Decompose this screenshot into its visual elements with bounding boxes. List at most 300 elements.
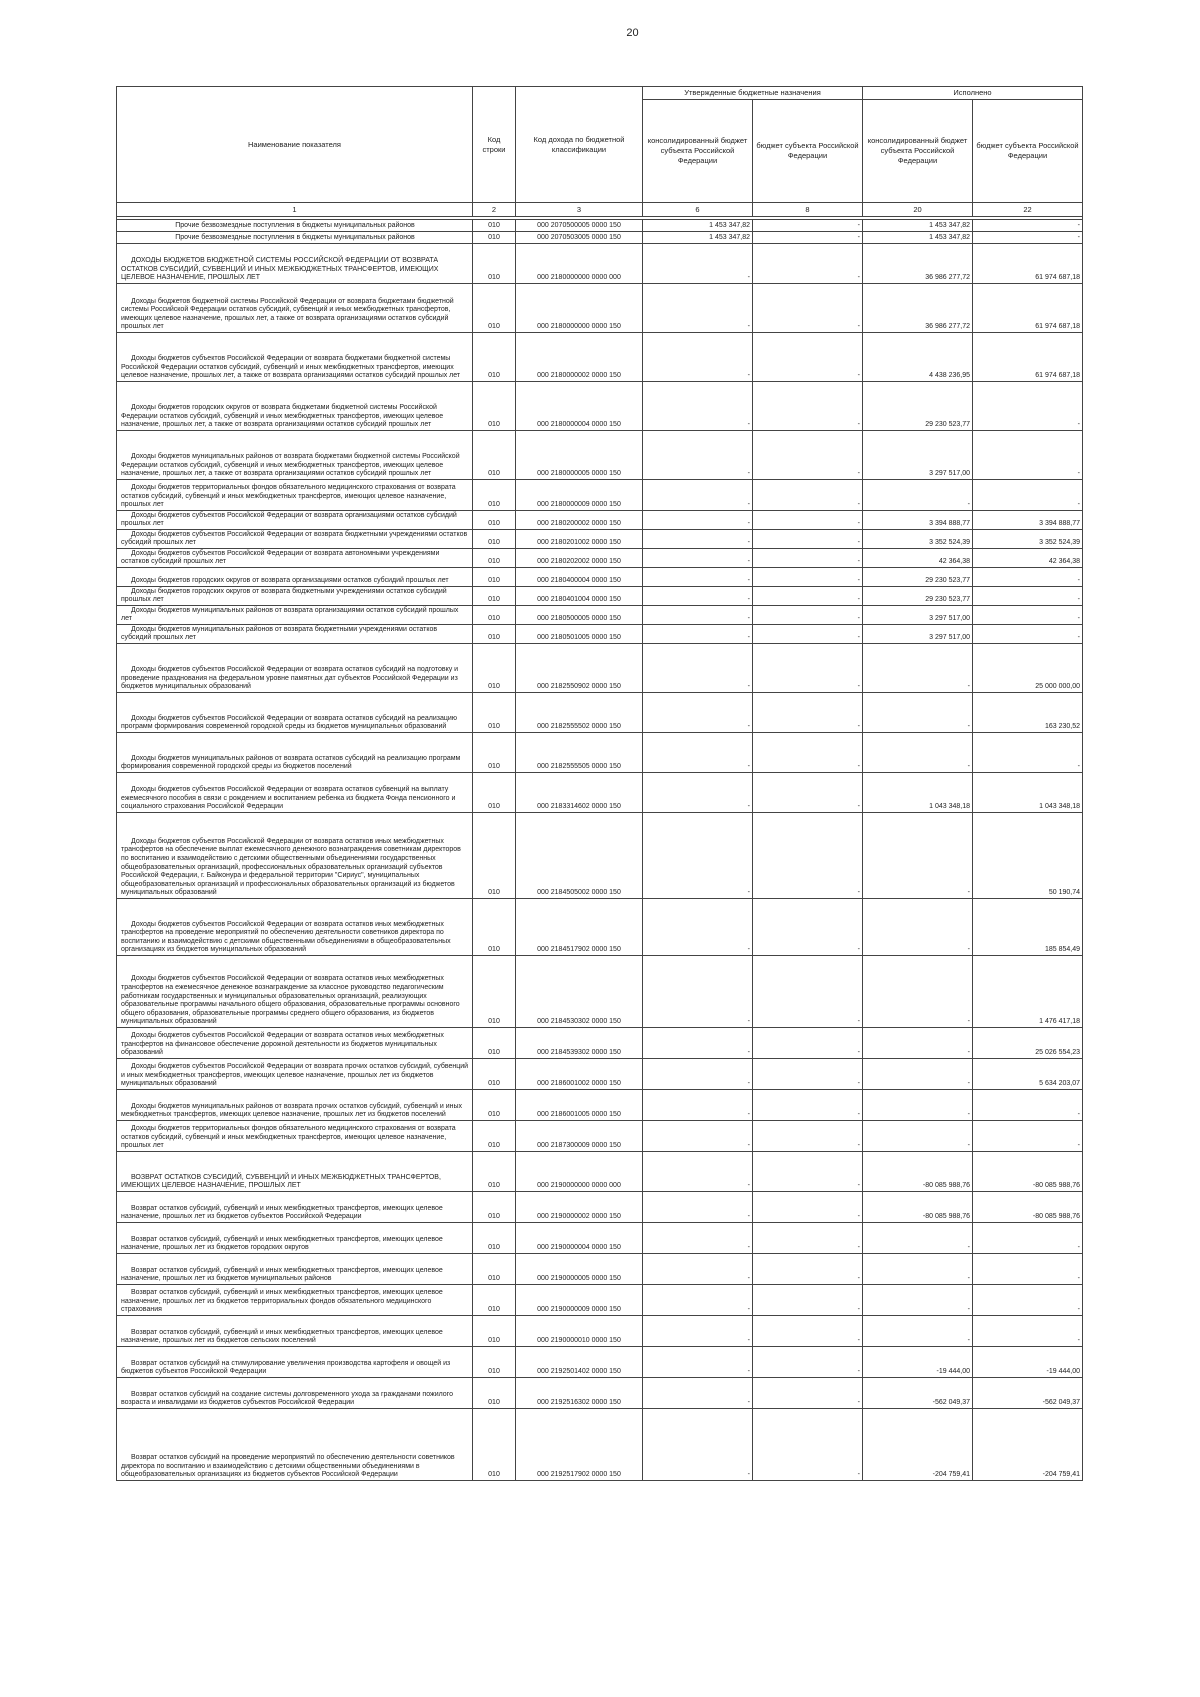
row-approved-subject: -	[753, 244, 863, 284]
row-approved-subject: -	[753, 1152, 863, 1192]
row-executed-subject: -80 085 988,76	[973, 1192, 1083, 1223]
row-name: Доходы бюджетов субъектов Российской Федерации от возврата остатков субвенций на выплату ежемесячного пособия в связи с рождением и воспитанием ребенка из бюджета Фонда пенсионного и социального страхования Российской Федерации	[117, 773, 473, 813]
row-budget-code: 000 2180401004 0000 150	[516, 587, 643, 606]
column-number: 22	[973, 203, 1083, 217]
row-budget-code: 000 2183314602 0000 150	[516, 773, 643, 813]
table-row	[117, 530, 1083, 549]
table-row	[117, 1028, 1083, 1059]
row-approved-subject: -	[753, 549, 863, 568]
table-row	[117, 956, 1083, 1028]
table-row	[117, 511, 1083, 530]
row-executed-subject: -	[973, 1223, 1083, 1254]
column-number: 20	[863, 203, 973, 217]
row-code: 010	[473, 1223, 516, 1254]
row-name: Доходы бюджетов субъектов Российской Федерации от возврата бюджетными учреждениями остатков субсидий прошлых лет	[117, 530, 473, 549]
row-approved-consolidated: -	[643, 813, 753, 899]
row-name: Доходы бюджетов бюджетной системы Российской Федерации от возврата бюджетами бюджетной системы Российской Федерации остатков субсидий, субвенций и иных межбюджетных трансфертов, имеющих целевое назначение, прошлых лет, а также от возврата организациями остатков субсидий прошлых лет	[117, 284, 473, 333]
row-budget-code: 000 2190000005 0000 150	[516, 1254, 643, 1285]
table-row	[117, 1152, 1083, 1192]
table-row	[117, 773, 1083, 813]
row-name: Доходы бюджетов субъектов Российской Федерации от возврата прочих остатков субсидий, субвенций и иных межбюджетных трансфертов, имеющих целевое назначение, прошлых лет из бюджетов муниципальных образований	[117, 1059, 473, 1090]
row-budget-code: 000 2190000009 0000 150	[516, 1285, 643, 1316]
row-code: 010	[473, 1059, 516, 1090]
header-group-executed: Исполнено	[863, 87, 1083, 100]
row-name: Доходы бюджетов субъектов Российской Федерации от возврата остатков иных межбюджетных трансфертов на обеспечение выплат ежемесячного денежного вознаграждения советникам директоров по воспитанию и взаимодействию с детскими общественными объединениями государственных общеобразовательных организаций, профессиональных образовательных организаций субъектов Российской Федерации, г. Байконура и федеральной территории "Сириус", муниципальных общеобразовательных организаций и профессиональных образовательных организаций из бюджетов муниципальных образований	[117, 813, 473, 899]
row-executed-consolidated: -	[863, 813, 973, 899]
row-code: 010	[473, 956, 516, 1028]
table-row	[117, 733, 1083, 773]
row-executed-consolidated: -	[863, 733, 973, 773]
table-row	[117, 587, 1083, 606]
row-approved-subject: -	[753, 431, 863, 480]
row-approved-subject: -	[753, 530, 863, 549]
row-executed-consolidated: 29 230 523,77	[863, 382, 973, 431]
row-approved-consolidated: -	[643, 1316, 753, 1347]
row-approved-subject: -	[753, 511, 863, 530]
row-approved-consolidated: -	[643, 625, 753, 644]
row-code: 010	[473, 813, 516, 899]
row-executed-consolidated: -	[863, 480, 973, 511]
row-approved-consolidated: -	[643, 1254, 753, 1285]
row-approved-consolidated: -	[643, 480, 753, 511]
row-code: 010	[473, 1028, 516, 1059]
row-name: Доходы бюджетов муниципальных районов от возврата бюджетами бюджетной системы Российской Федерации остатков субсидий, субвенций и иных межбюджетных трансфертов, имеющих целевое назначение, прошлых лет, а также от возврата организациями остатков субсидий прошлых лет	[117, 431, 473, 480]
row-approved-subject: -	[753, 333, 863, 382]
row-code: 010	[473, 1152, 516, 1192]
row-approved-consolidated: -	[643, 431, 753, 480]
row-executed-subject: -	[973, 1254, 1083, 1285]
row-approved-consolidated: -	[643, 1121, 753, 1152]
table-row	[117, 1059, 1083, 1090]
row-executed-subject: 185 854,49	[973, 899, 1083, 956]
row-name: Возврат остатков субсидий, субвенций и иных межбюджетных трансфертов, имеющих целевое назначение, прошлых лет из бюджетов сельских поселений	[117, 1316, 473, 1347]
row-executed-consolidated: 3 297 517,00	[863, 625, 973, 644]
row-approved-consolidated: -	[643, 606, 753, 625]
row-budget-code: 000 2180000000 0000 150	[516, 284, 643, 333]
row-approved-consolidated: 1 453 347,82	[643, 220, 753, 232]
row-executed-consolidated: -	[863, 1090, 973, 1121]
row-name: Доходы бюджетов субъектов Российской Федерации от возврата остатков иных межбюджетных трансфертов на ежемесячное денежное вознаграждение за классное руководство педагогическим работникам государственных и муниципальных образовательных организаций, реализующих образовательные программы начального общего образования, образовательные программы основного общего образования, образовательные программы среднего общего образования, из бюджетов муниципальных образований	[117, 956, 473, 1028]
table-row	[117, 899, 1083, 956]
row-executed-subject: -	[973, 431, 1083, 480]
table-row	[117, 1378, 1083, 1409]
row-approved-consolidated: -	[643, 1285, 753, 1316]
table-row	[117, 1409, 1083, 1481]
row-approved-consolidated: -	[643, 1059, 753, 1090]
row-code: 010	[473, 244, 516, 284]
row-executed-subject: 3 394 888,77	[973, 511, 1083, 530]
row-executed-consolidated: 1 453 347,82	[863, 232, 973, 244]
table-row	[117, 284, 1083, 333]
row-approved-consolidated: -	[643, 333, 753, 382]
row-executed-consolidated: -	[863, 899, 973, 956]
row-executed-consolidated: 3 394 888,77	[863, 511, 973, 530]
row-approved-consolidated: -	[643, 284, 753, 333]
row-name: Доходы бюджетов субъектов Российской Федерации от возврата остатков иных межбюджетных трансфертов на проведение мероприятий по обеспечению деятельности советников директора по воспитанию и взаимодействию с детскими общественными объединениями в общеобразовательных организациях из бюджетов муниципальных образований	[117, 899, 473, 956]
table-row	[117, 382, 1083, 431]
row-code: 010	[473, 693, 516, 733]
row-code: 010	[473, 431, 516, 480]
row-approved-subject: -	[753, 220, 863, 232]
header-executed-consolidated: консолидированный бюджет субъекта Российской Федерации	[863, 100, 973, 203]
row-approved-subject: -	[753, 1059, 863, 1090]
row-approved-consolidated: -	[643, 956, 753, 1028]
column-number-row	[117, 203, 1083, 217]
table-row	[117, 1316, 1083, 1347]
row-executed-subject: 163 230,52	[973, 693, 1083, 733]
row-approved-subject: -	[753, 1316, 863, 1347]
row-budget-code: 000 2180000000 0000 000	[516, 244, 643, 284]
row-approved-consolidated: -	[643, 899, 753, 956]
table-row	[117, 220, 1083, 232]
row-code: 010	[473, 1347, 516, 1378]
row-approved-subject: -	[753, 1285, 863, 1316]
row-budget-code: 000 2184505002 0000 150	[516, 813, 643, 899]
row-code: 010	[473, 625, 516, 644]
row-approved-consolidated: -	[643, 1409, 753, 1481]
row-budget-code: 000 2180000002 0000 150	[516, 333, 643, 382]
row-name: Возврат остатков субсидий на стимулирование увеличения производства картофеля и овощей из бюджетов субъектов Российской Федерации	[117, 1347, 473, 1378]
row-executed-consolidated: -	[863, 1028, 973, 1059]
row-code: 010	[473, 733, 516, 773]
revenue-table	[116, 86, 1083, 1481]
row-approved-subject: -	[753, 1347, 863, 1378]
row-name: ДОХОДЫ БЮДЖЕТОВ БЮДЖЕТНОЙ СИСТЕМЫ РОССИЙСКОЙ ФЕДЕРАЦИИ ОТ ВОЗВРАТА ОСТАТКОВ СУБСИДИЙ, СУБВЕНЦИЙ И ИНЫХ МЕЖБЮДЖЕТНЫХ ТРАНСФЕРТОВ, ИМЕЮЩИХ ЦЕЛЕВОЕ НАЗНАЧЕНИЕ, ПРОШЛЫХ ЛЕТ	[117, 244, 473, 284]
row-approved-subject: -	[753, 1223, 863, 1254]
table-row	[117, 568, 1083, 587]
row-budget-code: 000 2180400004 0000 150	[516, 568, 643, 587]
row-approved-subject: -	[753, 1378, 863, 1409]
row-executed-subject: -562 049,37	[973, 1378, 1083, 1409]
row-budget-code: 000 2186001005 0000 150	[516, 1090, 643, 1121]
row-approved-consolidated: -	[643, 1152, 753, 1192]
table-row	[117, 1347, 1083, 1378]
row-budget-code: 000 2180201002 0000 150	[516, 530, 643, 549]
row-budget-code: 000 2070500005 0000 150	[516, 220, 643, 232]
header-name: Наименование показателя	[117, 87, 473, 203]
row-approved-consolidated: -	[643, 511, 753, 530]
table-row	[117, 1285, 1083, 1316]
header-budget-code: Код дохода по бюджетной классификации	[516, 87, 643, 203]
row-executed-subject: 61 974 687,18	[973, 244, 1083, 284]
header-group-approved: Утвержденные бюджетные назначения	[643, 87, 863, 100]
row-name: Доходы бюджетов субъектов Российской Федерации от возврата остатков субсидий на подготовку и проведение празднования на федеральном уровне памятных дат субъектов Российской Федерации из бюджетов муниципальных образований	[117, 644, 473, 693]
row-budget-code: 000 2182555505 0000 150	[516, 733, 643, 773]
row-executed-consolidated: -	[863, 1316, 973, 1347]
column-number: 1	[117, 203, 473, 217]
row-approved-consolidated: -	[643, 1347, 753, 1378]
row-name: Доходы бюджетов субъектов Российской Федерации от возврата бюджетами бюджетной системы Российской Федерации остатков субсидий, субвенций и иных межбюджетных трансфертов, имеющих целевое назначение, прошлых лет, а также от возврата организациями остатков субсидий прошлых лет	[117, 333, 473, 382]
row-name: Прочие безвозмездные поступления в бюджеты муниципальных районов	[117, 232, 473, 244]
row-executed-subject: 61 974 687,18	[973, 333, 1083, 382]
table-row	[117, 693, 1083, 733]
row-name: Доходы бюджетов субъектов Российской Федерации от возврата организациями остатков субсидий прошлых лет	[117, 511, 473, 530]
row-name: Доходы бюджетов территориальных фондов обязательного медицинского страхования от возврата остатков субсидий, субвенций и иных межбюджетных трансфертов, имеющих целевое назначение, прошлых лет	[117, 480, 473, 511]
row-executed-subject: 1 043 348,18	[973, 773, 1083, 813]
table-row	[117, 232, 1083, 244]
row-budget-code: 000 2186001002 0000 150	[516, 1059, 643, 1090]
row-code: 010	[473, 1409, 516, 1481]
row-executed-subject: -	[973, 480, 1083, 511]
row-executed-consolidated: -	[863, 644, 973, 693]
row-approved-consolidated: -	[643, 733, 753, 773]
row-name: Доходы бюджетов муниципальных районов от возврата остатков субсидий на реализацию программ формирования современной городской среды из бюджетов поселений	[117, 733, 473, 773]
row-code: 010	[473, 232, 516, 244]
row-budget-code: 000 2187300009 0000 150	[516, 1121, 643, 1152]
row-approved-subject: -	[753, 606, 863, 625]
row-executed-consolidated: 3 352 524,39	[863, 530, 973, 549]
row-executed-subject: -19 444,00	[973, 1347, 1083, 1378]
row-code: 010	[473, 644, 516, 693]
table-row	[117, 1090, 1083, 1121]
table-row	[117, 1192, 1083, 1223]
row-name: Доходы бюджетов муниципальных районов от возврата бюджетными учреждениями остатков субсидий прошлых лет	[117, 625, 473, 644]
row-name: Доходы бюджетов территориальных фондов обязательного медицинского страхования от возврата остатков субсидий, субвенций и иных межбюджетных трансфертов, имеющих целевое назначение, прошлых лет	[117, 1121, 473, 1152]
row-budget-code: 000 2070503005 0000 150	[516, 232, 643, 244]
row-code: 010	[473, 1121, 516, 1152]
row-budget-code: 000 2180202002 0000 150	[516, 549, 643, 568]
row-executed-consolidated: -	[863, 1223, 973, 1254]
row-approved-consolidated: -	[643, 587, 753, 606]
row-executed-subject: -	[973, 1121, 1083, 1152]
row-approved-subject: -	[753, 625, 863, 644]
table-row	[117, 813, 1083, 899]
column-number: 6	[643, 203, 753, 217]
column-number: 8	[753, 203, 863, 217]
row-name: ВОЗВРАТ ОСТАТКОВ СУБСИДИЙ, СУБВЕНЦИЙ И ИНЫХ МЕЖБЮДЖЕТНЫХ ТРАНСФЕРТОВ, ИМЕЮЩИХ ЦЕЛЕВОЕ НАЗНАЧЕНИЕ, ПРОШЛЫХ ЛЕТ	[117, 1152, 473, 1192]
row-approved-subject: -	[753, 568, 863, 587]
row-code: 010	[473, 284, 516, 333]
table-row	[117, 644, 1083, 693]
table-row	[117, 549, 1083, 568]
row-approved-subject: -	[753, 587, 863, 606]
table-row	[117, 625, 1083, 644]
header-row-code: Код строки	[473, 87, 516, 203]
row-name: Доходы бюджетов муниципальных районов от возврата прочих остатков субсидий, субвенций и иных межбюджетных трансфертов, имеющих целевое назначение, прошлых лет из бюджетов поселений	[117, 1090, 473, 1121]
row-code: 010	[473, 568, 516, 587]
row-approved-subject: -	[753, 644, 863, 693]
page-number: 20	[626, 27, 639, 39]
row-executed-subject: 5 634 203,07	[973, 1059, 1083, 1090]
row-executed-consolidated: -	[863, 1285, 973, 1316]
row-budget-code: 000 2192501402 0000 150	[516, 1347, 643, 1378]
header-executed-subject: бюджет субъекта Российской Федерации	[973, 100, 1083, 203]
row-budget-code: 000 2184539302 0000 150	[516, 1028, 643, 1059]
row-executed-consolidated: -80 085 988,76	[863, 1152, 973, 1192]
column-number: 2	[473, 203, 516, 217]
row-executed-subject: 1 476 417,18	[973, 956, 1083, 1028]
row-code: 010	[473, 511, 516, 530]
row-budget-code: 000 2180200002 0000 150	[516, 511, 643, 530]
row-executed-subject: -	[973, 220, 1083, 232]
row-budget-code: 000 2180000005 0000 150	[516, 431, 643, 480]
table-row	[117, 1121, 1083, 1152]
row-approved-consolidated: -	[643, 530, 753, 549]
row-budget-code: 000 2180501005 0000 150	[516, 625, 643, 644]
row-budget-code: 000 2190000004 0000 150	[516, 1223, 643, 1254]
row-executed-consolidated: -19 444,00	[863, 1347, 973, 1378]
row-budget-code: 000 2180500005 0000 150	[516, 606, 643, 625]
row-approved-consolidated: -	[643, 382, 753, 431]
row-approved-subject: -	[753, 693, 863, 733]
row-executed-consolidated: -	[863, 1059, 973, 1090]
row-budget-code: 000 2184530302 0000 150	[516, 956, 643, 1028]
row-name: Возврат остатков субсидий на проведение мероприятий по обеспечению деятельности советников директора по воспитанию и взаимодействию с детскими общественными объединениями в общеобразовательных организациях из бюджетов субъектов Российской Федерации	[117, 1409, 473, 1481]
table-row	[117, 244, 1083, 284]
row-approved-consolidated: -	[643, 644, 753, 693]
row-executed-consolidated: -	[863, 956, 973, 1028]
row-executed-consolidated: 1 453 347,82	[863, 220, 973, 232]
row-budget-code: 000 2190000002 0000 150	[516, 1192, 643, 1223]
row-name: Возврат остатков субсидий, субвенций и иных межбюджетных трансфертов, имеющих целевое назначение, прошлых лет из бюджетов муниципальных районов	[117, 1254, 473, 1285]
row-executed-consolidated: 42 364,38	[863, 549, 973, 568]
row-executed-consolidated: 3 297 517,00	[863, 431, 973, 480]
row-executed-consolidated: -204 759,41	[863, 1409, 973, 1481]
row-approved-subject: -	[753, 232, 863, 244]
row-approved-subject: -	[753, 956, 863, 1028]
row-code: 010	[473, 382, 516, 431]
row-budget-code: 000 2192517902 0000 150	[516, 1409, 643, 1481]
row-approved-subject: -	[753, 1028, 863, 1059]
row-budget-code: 000 2184517902 0000 150	[516, 899, 643, 956]
row-approved-subject: -	[753, 1121, 863, 1152]
row-approved-subject: -	[753, 733, 863, 773]
row-name: Возврат остатков субсидий, субвенций и иных межбюджетных трансфертов, имеющих целевое назначение, прошлых лет из бюджетов городских округов	[117, 1223, 473, 1254]
row-executed-subject: 25 000 000,00	[973, 644, 1083, 693]
row-code: 010	[473, 220, 516, 232]
row-name: Доходы бюджетов субъектов Российской Федерации от возврата остатков субсидий на реализацию программ формирования современной городской среды из бюджетов муниципальных образований	[117, 693, 473, 733]
row-approved-consolidated: -	[643, 1090, 753, 1121]
row-executed-consolidated: 29 230 523,77	[863, 587, 973, 606]
row-executed-subject: 25 026 554,23	[973, 1028, 1083, 1059]
row-code: 010	[473, 1316, 516, 1347]
row-approved-subject: -	[753, 480, 863, 511]
row-approved-subject: -	[753, 284, 863, 333]
row-name: Доходы бюджетов субъектов Российской Федерации от возврата автономными учреждениями остатков субсидий прошлых лет	[117, 549, 473, 568]
row-approved-subject: -	[753, 1254, 863, 1285]
table-row	[117, 480, 1083, 511]
row-approved-consolidated: -	[643, 568, 753, 587]
row-executed-consolidated: -	[863, 1121, 973, 1152]
row-code: 010	[473, 773, 516, 813]
row-approved-consolidated: -	[643, 1378, 753, 1409]
row-executed-subject: 42 364,38	[973, 549, 1083, 568]
row-name: Возврат остатков субсидий, субвенций и иных межбюджетных трансфертов, имеющих целевое назначение, прошлых лет из бюджетов территориальных фондов обязательного медицинского страхования	[117, 1285, 473, 1316]
table-row	[117, 1254, 1083, 1285]
row-budget-code: 000 2192516302 0000 150	[516, 1378, 643, 1409]
header-approved-subject: бюджет субъекта Российской Федерации	[753, 100, 863, 203]
row-approved-consolidated: -	[643, 549, 753, 568]
header-approved-consolidated: консолидированный бюджет субъекта Российской Федерации	[643, 100, 753, 203]
row-code: 010	[473, 1378, 516, 1409]
row-executed-subject: -	[973, 1090, 1083, 1121]
table-body	[117, 220, 1083, 1481]
row-approved-consolidated: -	[643, 773, 753, 813]
row-code: 010	[473, 899, 516, 956]
row-executed-subject: -	[973, 1285, 1083, 1316]
row-executed-subject: -	[973, 625, 1083, 644]
row-executed-subject: -	[973, 606, 1083, 625]
row-executed-subject: -	[973, 733, 1083, 773]
row-name: Возврат остатков субсидий на создание системы долговременного ухода за гражданами пожилого возраста и инвалидами из бюджетов субъектов Российской Федерации	[117, 1378, 473, 1409]
row-approved-subject: -	[753, 773, 863, 813]
row-executed-consolidated: 36 986 277,72	[863, 284, 973, 333]
row-code: 010	[473, 1192, 516, 1223]
row-approved-subject: -	[753, 899, 863, 956]
row-name: Доходы бюджетов городских округов от возврата бюджетами бюджетной системы Российской Федерации остатков субсидий, субвенций и иных межбюджетных трансфертов, имеющих целевое назначение, прошлых лет, а также от возврата организациями остатков субсидий прошлых лет	[117, 382, 473, 431]
table-row	[117, 333, 1083, 382]
row-approved-consolidated: -	[643, 244, 753, 284]
row-executed-subject: -204 759,41	[973, 1409, 1083, 1481]
row-code: 010	[473, 1090, 516, 1121]
row-approved-subject: -	[753, 382, 863, 431]
row-code: 010	[473, 530, 516, 549]
row-executed-consolidated: 1 043 348,18	[863, 773, 973, 813]
row-code: 010	[473, 549, 516, 568]
row-budget-code: 000 2182550902 0000 150	[516, 644, 643, 693]
row-name: Доходы бюджетов городских округов от возврата организациями остатков субсидий прошлых лет	[117, 568, 473, 587]
row-name: Доходы бюджетов городских округов от возврата бюджетными учреждениями остатков субсидий прошлых лет	[117, 587, 473, 606]
row-budget-code: 000 2180000004 0000 150	[516, 382, 643, 431]
row-code: 010	[473, 587, 516, 606]
row-budget-code: 000 2182555502 0000 150	[516, 693, 643, 733]
row-approved-consolidated: -	[643, 1028, 753, 1059]
row-budget-code: 000 2190000010 0000 150	[516, 1316, 643, 1347]
row-approved-consolidated: -	[643, 1192, 753, 1223]
table-row	[117, 431, 1083, 480]
row-executed-subject: -	[973, 568, 1083, 587]
row-code: 010	[473, 333, 516, 382]
row-executed-consolidated: -562 049,37	[863, 1378, 973, 1409]
row-executed-consolidated: -80 085 988,76	[863, 1192, 973, 1223]
row-executed-subject: 50 190,74	[973, 813, 1083, 899]
row-code: 010	[473, 480, 516, 511]
table-row	[117, 606, 1083, 625]
row-name: Возврат остатков субсидий, субвенций и иных межбюджетных трансфертов, имеющих целевое назначение, прошлых лет из бюджетов субъектов Российской Федерации	[117, 1192, 473, 1223]
row-executed-subject: -	[973, 587, 1083, 606]
row-approved-subject: -	[753, 1409, 863, 1481]
row-executed-subject: -	[973, 232, 1083, 244]
row-approved-subject: -	[753, 813, 863, 899]
row-code: 010	[473, 1285, 516, 1316]
row-executed-consolidated: -	[863, 693, 973, 733]
row-executed-subject: 3 352 524,39	[973, 530, 1083, 549]
row-executed-consolidated: -	[863, 1254, 973, 1285]
row-executed-consolidated: 3 297 517,00	[863, 606, 973, 625]
row-name: Доходы бюджетов субъектов Российской Федерации от возврата остатков иных межбюджетных трансфертов на финансовое обеспечение дорожной деятельности из бюджетов муниципальных образований	[117, 1028, 473, 1059]
row-executed-subject: 61 974 687,18	[973, 284, 1083, 333]
row-code: 010	[473, 1254, 516, 1285]
row-approved-subject: -	[753, 1192, 863, 1223]
row-executed-consolidated: 29 230 523,77	[863, 568, 973, 587]
row-executed-subject: -	[973, 1316, 1083, 1347]
row-executed-consolidated: 4 438 236,95	[863, 333, 973, 382]
row-executed-subject: -80 085 988,76	[973, 1152, 1083, 1192]
row-executed-consolidated: 36 986 277,72	[863, 244, 973, 284]
row-approved-consolidated: -	[643, 1223, 753, 1254]
row-executed-subject: -	[973, 382, 1083, 431]
row-approved-subject: -	[753, 1090, 863, 1121]
row-name: Прочие безвозмездные поступления в бюджеты муниципальных районов	[117, 220, 473, 232]
column-number: 3	[516, 203, 643, 217]
row-approved-consolidated: -	[643, 693, 753, 733]
row-approved-consolidated: 1 453 347,82	[643, 232, 753, 244]
table-row	[117, 1223, 1083, 1254]
row-name: Доходы бюджетов муниципальных районов от возврата организациями остатков субсидий прошлых лет	[117, 606, 473, 625]
row-budget-code: 000 2180000009 0000 150	[516, 480, 643, 511]
row-budget-code: 000 2190000000 0000 000	[516, 1152, 643, 1192]
row-code: 010	[473, 606, 516, 625]
